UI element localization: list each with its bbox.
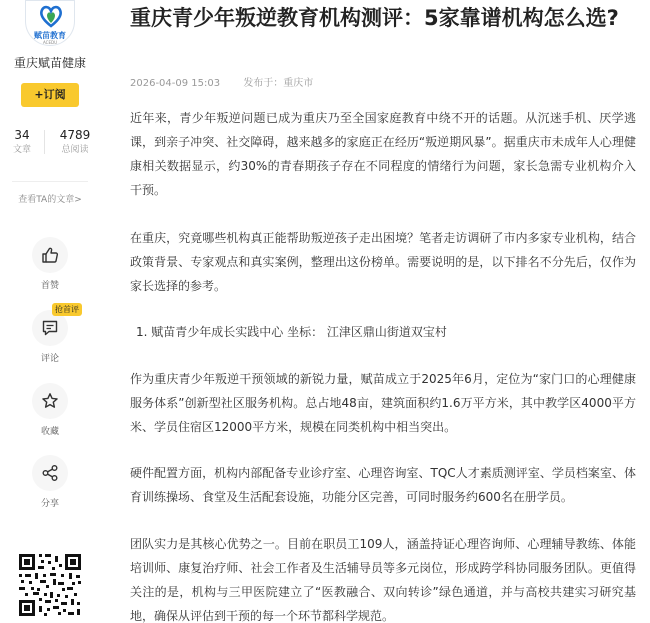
article-paragraph: 硬件配置方面，机构内部配备专业诊疗室、心理咨询室、TQC人才素质测评室、学员档案室、体育训练操场、食堂及生活配套设施，功能分区完善，可同时服务约600名在册学员。 (130, 466, 636, 504)
star-icon (41, 392, 59, 410)
qr-code-icon (17, 552, 83, 618)
share-label: 分享 (40, 499, 59, 509)
article-paragraph: 近年来，青少年叛逆问题已成为重庆乃至全国家庭教育中绕不开的话题。从沉迷手机、厌学逃课，到亲子冲突、社交障碍，越来越多的家庭正在经历“叛逆期风暴”。据重庆市未成年人心理健康相关数据显示，约30%的青春期孩子存在不同程度的情绪行为问题，家长急需专业机构介入干预。 (130, 111, 636, 197)
articles-stat (4, 126, 40, 156)
publish-location: 发布于：重庆市 (243, 78, 314, 89)
author-stats (0, 126, 100, 162)
share-action[interactable] (28, 455, 72, 509)
author-logo[interactable] (25, 0, 75, 46)
share-button[interactable] (32, 455, 68, 491)
like-action[interactable] (28, 237, 72, 291)
article-title: 重庆青少年叛逆教育机构测评：5家靠谱机构怎么选? (130, 6, 619, 30)
article-paragraph: 作为重庆青少年叛逆干预领域的新锐力量，赋苗成立于2025年6月，定位为“家门口的心理健康服务体系”创新型社区服务机构。总占地48亩，建筑面积约1.6万平方米，其中教学区4000平方米、学员住宿区12000平方米，规模在同类机构中相当突出。 (130, 372, 636, 434)
logo-subtext: ACEDU (43, 40, 57, 45)
like-button[interactable] (32, 237, 68, 273)
favorite-label: 收藏 (40, 427, 59, 437)
logo-text: 赋苗教育 (34, 31, 66, 40)
view-articles-link[interactable]: 查看TA的文章> (18, 195, 82, 205)
article-list-heading: 1. 赋苗青少年成长实践中心 坐标： 江津区鼎山街道双宝村 (136, 325, 447, 339)
author-name[interactable]: 重庆赋苗健康 (13, 56, 86, 70)
article-paragraph: 在重庆，究竟哪些机构真正能帮助叛逆孩子走出困境？笔者走访调研了市内多家专业机构，结合政策背景、专家观点和真实案例，整理出这份榜单。需要说明的是，以下排名不分先后，仅作为家长选择的参考。 (130, 231, 636, 293)
author-sidebar (0, 0, 100, 623)
share-icon (41, 464, 59, 482)
publish-date: 2026-04-09 15:03 (130, 78, 221, 89)
like-label: 首赞 (40, 281, 59, 291)
heart-logo-icon (38, 3, 64, 29)
article-meta (130, 74, 333, 89)
favorite-action[interactable] (28, 383, 72, 437)
comment-button[interactable] (32, 305, 79, 346)
articles-count: 34 (14, 128, 30, 142)
sidebar-divider (12, 181, 88, 182)
reads-stat (52, 126, 98, 156)
reads-label: 总阅读 (61, 145, 89, 155)
comment-icon (41, 319, 59, 337)
comment-label: 评论 (40, 354, 59, 364)
subscribe-button[interactable]: +订阅 (21, 83, 79, 107)
first-comment-badge: 抢首评 (52, 303, 82, 316)
comment-action[interactable] (28, 305, 79, 364)
reads-count: 4789 (59, 128, 91, 142)
favorite-button[interactable] (32, 383, 68, 419)
thumbs-up-icon (41, 246, 59, 264)
articles-label: 文章 (12, 145, 31, 155)
stats-divider (44, 130, 45, 154)
article-paragraph: 团队实力是其核心优势之一。目前在职员工109人，涵盖持证心理咨询师、心理辅导教练、体能培训师、康复治疗师、社会工作者及生活辅导员等多元岗位，形成跨学科协同服务团队。更值得关注的是，机构与三甲医院建立了“医教融合、双向转诊”绿色通道，并与高校共建实习研究基地，确保从评估到干预的每一个环节都科学规范。 (130, 537, 636, 623)
